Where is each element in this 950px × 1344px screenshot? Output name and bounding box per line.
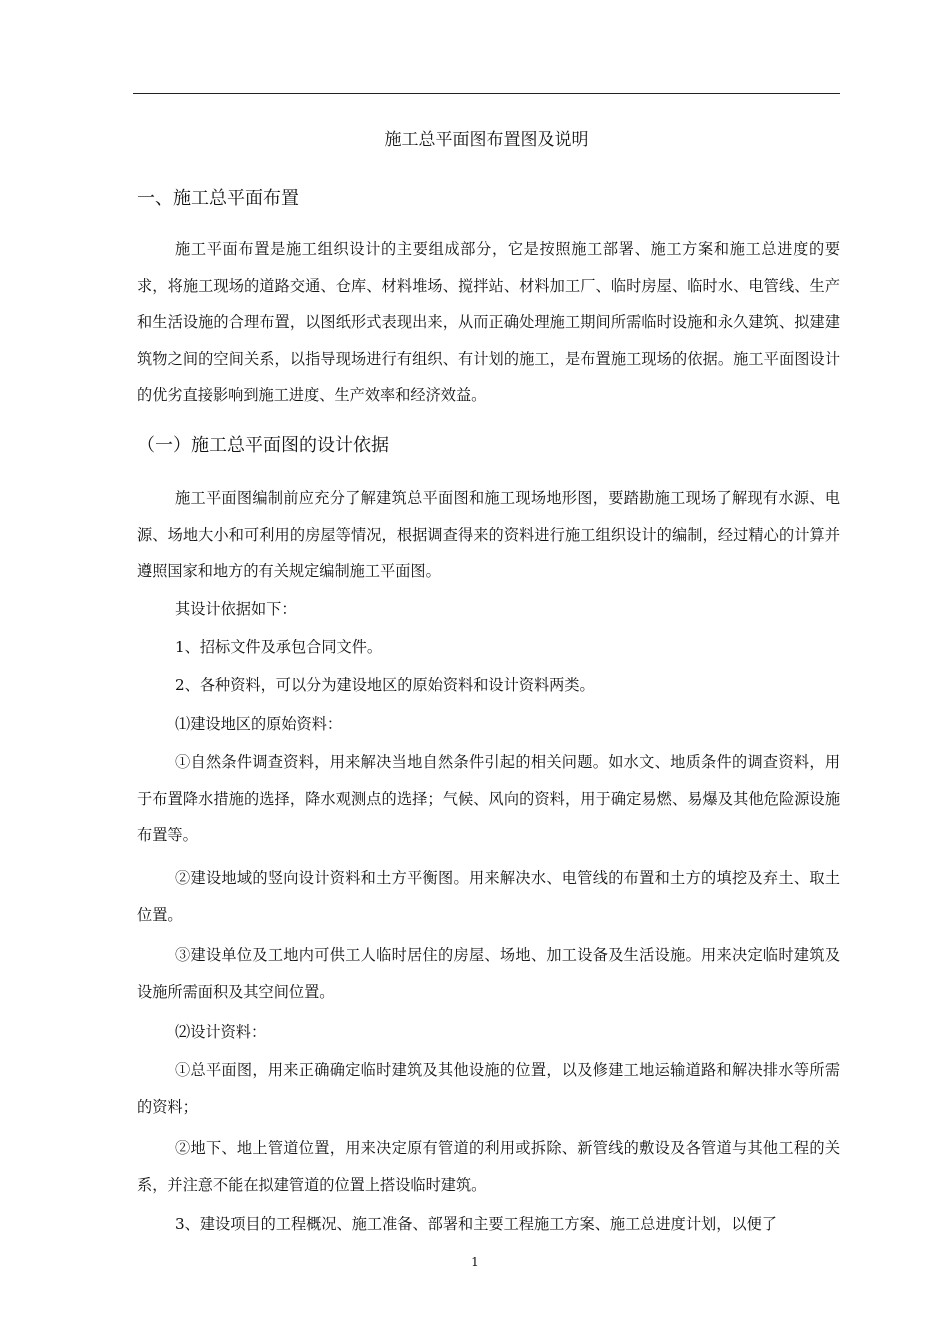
- list-item: ②建设地域的竖向设计资料和土方平衡图。用来解决水、电管线的布置和土方的填挖及弃土、取土位置。: [137, 869, 840, 924]
- header-rule: [133, 93, 840, 94]
- list-item: 2、各种资料，可以分为建设地区的原始资料和设计资料两类。: [175, 676, 595, 694]
- page-number: 1: [471, 1255, 479, 1269]
- section-heading: 一、施工总平面布置: [137, 188, 299, 209]
- list-item: ⑴建设地区的原始资料：: [175, 715, 343, 733]
- list-item: ②地下、地上管道位置，用来决定原有管道的利用或拆除、新管线的敷设及各管道与其他工程的关系，并注意不能在拟建管道的位置上搭设临时建筑。: [137, 1139, 840, 1194]
- list-item: 3、建设项目的工程概况、施工准备、部署和主要工程施工方案、施工总进度计划，以便了: [175, 1215, 777, 1233]
- list-item: ①总平面图，用来正确确定临时建筑及其他设施的位置，以及修建工地运输道路和解决排水等所需的资料；: [137, 1061, 840, 1116]
- body-paragraph: 其设计依据如下：: [175, 600, 297, 618]
- list-item: ③建设单位及工地内可供工人临时居住的房屋、场地、加工设备及生活设施。用来决定临时建筑及设施所需面积及其空间位置。: [137, 946, 840, 1001]
- document-title: 施工总平面图布置图及说明: [384, 130, 589, 150]
- list-item: ①自然条件调查资料，用来解决当地自然条件引起的相关问题。如水文、地质条件的调查资料，用于布置降水措施的选择，降水观测点的选择；气候、风向的资料，用于确定易燃、易爆及其他危险源设施布置等。: [137, 753, 840, 845]
- list-item: 1、招标文件及承包合同文件。: [175, 638, 383, 656]
- subsection-heading: （一）施工总平面图的设计依据: [137, 435, 389, 456]
- list-item: ⑵设计资料：: [175, 1023, 267, 1041]
- body-paragraph: 施工平面图编制前应充分了解建筑总平面图和施工现场地形图，要踏勘施工现场了解现有水源、电源、场地大小和可利用的房屋等情况，根据调查得来的资料进行施工组织设计的编制，经过精心的计算并遵照国家和地方的有关规定编制施工平面图。: [137, 489, 840, 581]
- body-paragraph: 施工平面布置是施工组织设计的主要组成部分，它是按照施工部署、施工方案和施工总进度的要求，将施工现场的道路交通、仓库、材料堆场、搅拌站、材料加工厂、临时房屋、临时水、电管线、生产和生活设施的合理布置，以图纸形式表现出来，从而正确处理施工期间所需临时设施和永久建筑、拟建建筑物之间的空间关系，以指导现场进行有组织、有计划的施工，是布置施工现场的依据。施工平面图设计的优劣直接影响到施工进度、生产效率和经济效益。: [137, 240, 840, 405]
